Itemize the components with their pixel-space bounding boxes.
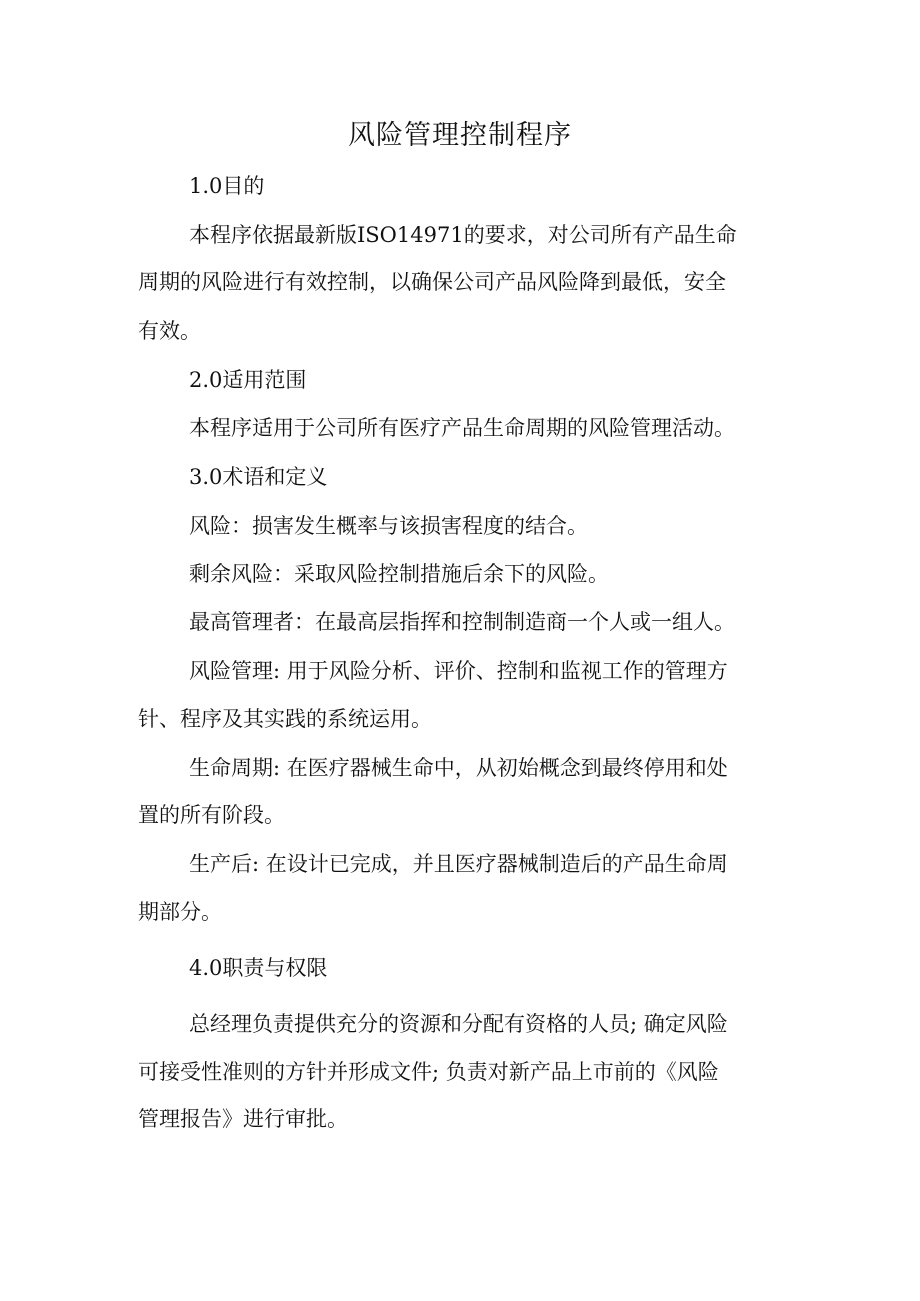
definition-risk-management: 风险管理: 用于风险分析、评价、控制和监视工作的管理方 [189, 659, 728, 683]
paragraph-line: 置的所有阶段。 [138, 803, 285, 827]
section-heading-responsibilities: 4.0职责与权限 [189, 956, 328, 980]
paragraph-line: 周期的风险进行有效控制，以确保公司产品风险降到最低，安全 [138, 270, 726, 294]
document-title: 风险管理控制程序 [348, 120, 572, 151]
paragraph-line: 管理报告》进行审批。 [138, 1107, 348, 1131]
definition-risk: 风险：损害发生概率与该损害程度的结合。 [189, 514, 588, 538]
definition-post-production: 生产后: 在设计已完成，并且医疗器械制造后的产品生命周 [189, 852, 728, 876]
paragraph-line: 本程序适用于公司所有医疗产品生命周期的风险管理活动。 [189, 416, 735, 440]
paragraph-line: 期部分。 [138, 900, 222, 924]
section-heading-scope: 2.0适用范围 [189, 368, 307, 392]
paragraph-line: 针、程序及其实践的系统运用。 [138, 707, 432, 731]
definition-life-cycle: 生命周期: 在医疗器械生命中，从初始概念到最终停用和处 [189, 756, 728, 780]
definition-top-management: 最高管理者：在最高层指挥和控制制造商一个人或一组人。 [189, 610, 735, 634]
paragraph-line: 总经理负责提供充分的资源和分配有资格的人员; 确定风险 [189, 1012, 728, 1036]
paragraph-line: 本程序依据最新版ISO14971的要求，对公司所有产品生命 [189, 223, 737, 247]
definition-residual-risk: 剩余风险：采取风险控制措施后余下的风险。 [189, 562, 609, 586]
section-heading-terms: 3.0术语和定义 [189, 465, 328, 489]
paragraph-line: 有效。 [138, 319, 201, 343]
paragraph-line: 可接受性准则的方针并形成文件; 负责对新产品上市前的《风险 [138, 1060, 719, 1084]
section-heading-purpose: 1.0目的 [189, 174, 265, 198]
